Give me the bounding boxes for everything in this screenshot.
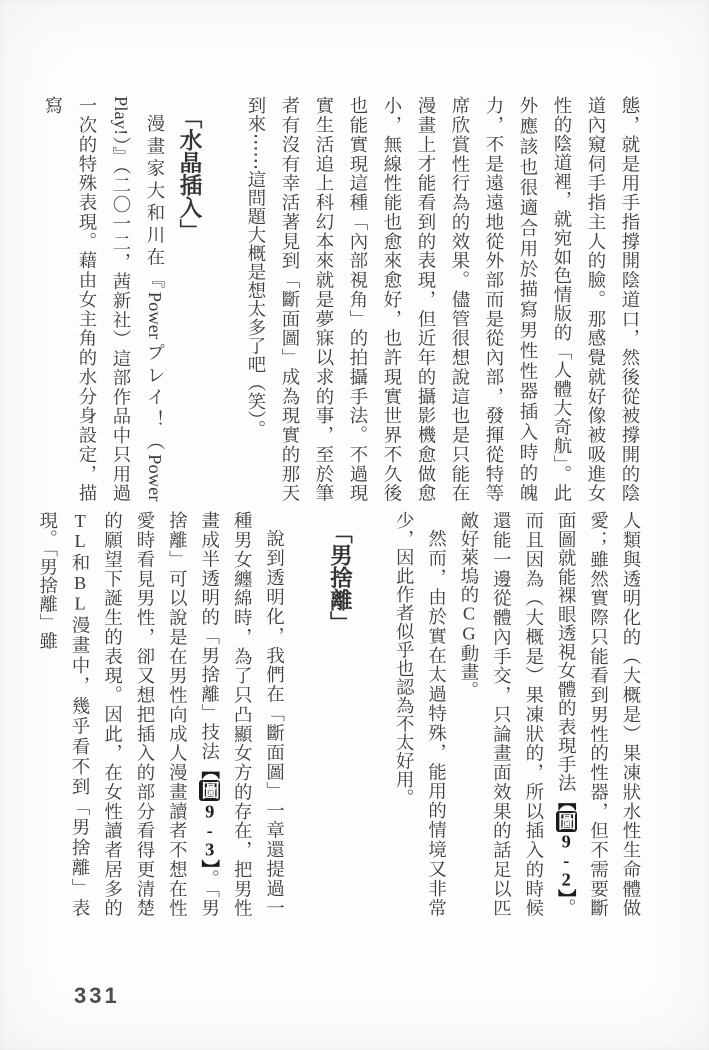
section-heading-crystal-insertion: 「水晶插入」: [177, 106, 202, 242]
section-heading-danshari: 「男捨離」: [327, 521, 353, 634]
body-paragraph: 漫畫家大和川在『Powerプレイ！（Power Play!）』（二〇一二，茜新社）這部作品中只用過一次的特殊表現。藉由女主角的水分身設定，描寫: [43, 96, 165, 502]
body-paragraph: [31, 511, 290, 917]
figure-badge-icon: 圖: [199, 781, 220, 801]
body-paragraph: 然而，由於實在太過特殊，能用的情境又非常少，因此作者似乎也認為不太好用。: [394, 511, 447, 917]
bracket-open: 【: [199, 761, 220, 781]
bracket-open: 【: [556, 792, 577, 811]
body-paragraph-continued: 態，就是用手指撐開陰道口，然後從被撐開的陰道內窺伺手指主人的臉。那感覺就好像被吸進女性的陰道裡，就宛如色情版的「人體大奇航」。此外應該也很適合用於描寫男性性器插入時的魄力，不是遠遠地從外部而是從內部，發揮從特等席欣賞性行為的效果。儘管很想說這也是只能在漫畫上才能看到的表現，但近年的攝影機愈做愈小，無線性能也愈來愈好，也許現實世界不久後也能實現這種「內部視角」的拍攝手法。不過現實生活追上科幻本來就是夢寐以求的事，至於筆者有沒有幸活著見到「斷面圖」成為現實的那天到來⋯⋯這問題大概是想太多了吧（笑）。: [246, 96, 640, 502]
latin-upright-bl: BL: [70, 573, 91, 614]
paragraph-text: 。「男捨離」可以說是在男性向成人漫畫讀者不想在性愛時看見男性，卻又想把插入的部分看得更清楚的願望下誕生的表現。因此，在女性讀者居多的: [102, 511, 220, 917]
bracket-close: 】: [556, 888, 577, 899]
paragraph-text: 漫畫中，幾乎看不到「男捨離」表現。「男捨離」雖: [37, 511, 91, 918]
latin-upright-tl: TL: [70, 511, 91, 552]
figure-badge-icon: 圖: [556, 811, 577, 831]
figure-number: 9-3: [199, 801, 220, 859]
figure-number: 9-2: [556, 831, 577, 889]
figure-reference-9-2: [556, 792, 577, 898]
figure-reference-9-3: [199, 761, 220, 869]
paragraph-text: 說到透明化，我們在「斷面圖」一章還提過一種男女纏綿時，為了只凸顯女方的存在，把男性畫成半透明的「男捨離」技法: [199, 511, 285, 917]
paragraph-text: 。而且因為（大概是）果凍狀的，所以插入的時候還能一邊從體內手交，只論畫面效果的話足以匹敵好萊塢的: [458, 511, 577, 917]
section-crystal-insertion: [43, 96, 647, 502]
page-number: 331: [74, 983, 120, 1008]
section-danshari: [37, 511, 647, 918]
paragraph-text: 動畫。: [458, 643, 479, 700]
paragraph-text: 和: [70, 551, 91, 574]
body-paragraph-continued: [453, 511, 647, 917]
paragraph-text: 人類與透明化的（大概是）果凍狀水性生命體做愛；雖然實際只能看到男性的性器，但不需要斷面圖就能裸眼透視女體的表現手法: [556, 511, 641, 917]
latin-upright-cg: CG: [458, 603, 479, 644]
bracket-close: 】: [199, 858, 220, 870]
